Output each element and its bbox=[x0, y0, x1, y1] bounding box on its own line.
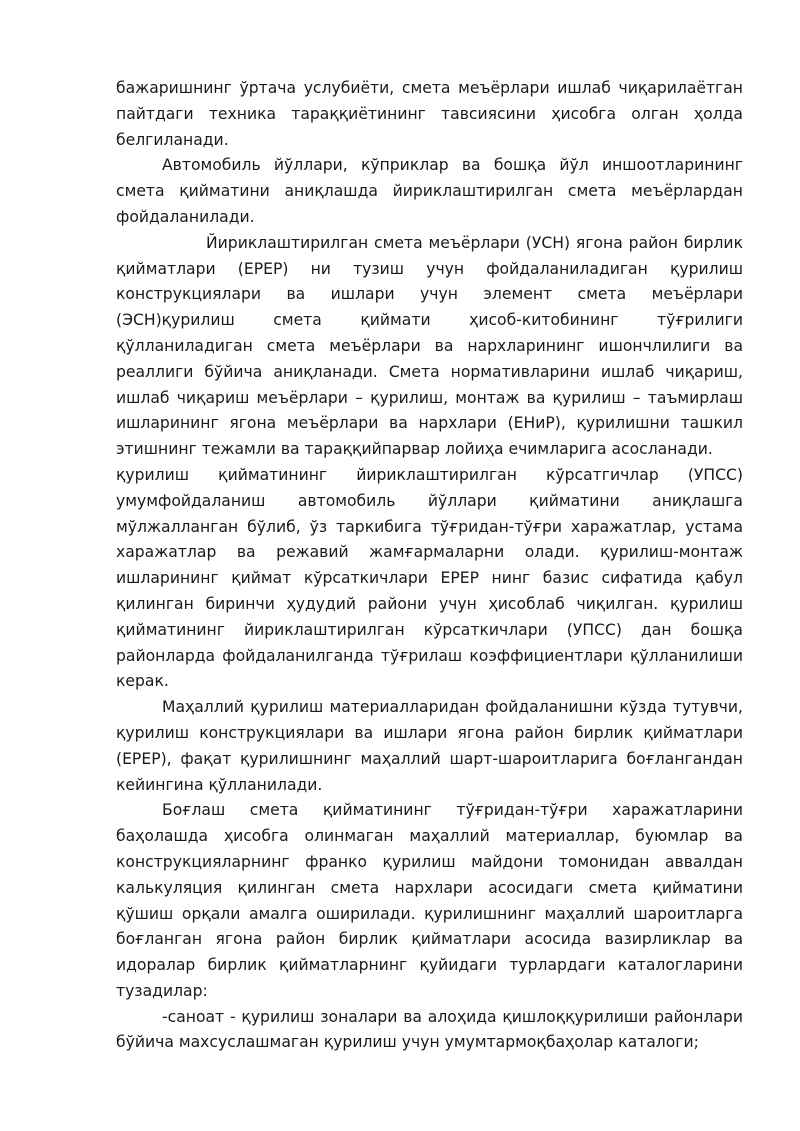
paragraph-1: бажаришнинг ўртача услубиёти, смета меъёрлари ишлаб чиқарилаётган пайтдаги техника тараққиётининг тавсиясини ҳисобга олган ҳолда белгиланади. bbox=[116, 79, 743, 149]
paragraph-2: Автомобиль йўллари, кўприклар ва бошқа йўл иншоотларининг смета қийматини аниқлашда йириклаштирилган смета меъёрлардан фойдаланилади. bbox=[116, 156, 743, 226]
paragraph-7: -саноат - қурилиш зоналари ва алоҳида қишлоққурилиши районлари бўйича махсуслашмаган қурилиш учун умумтармоқбаҳолар каталоги; bbox=[116, 1007, 743, 1052]
body-text bbox=[116, 76, 743, 1056]
paragraph-6: Боғлаш смета қийматининг тўғридан-тўғри харажатларини баҳолашда ҳисобга олинмаган маҳаллий материаллар, буюмлар ва конструкцияларнинг франко қурилиш майдони томонидан аввалдан калькуляция қилинган смета нархлари асосидаги смета қийматини қўшиш орқали амалга оширилади. қурилишнинг маҳаллий шароитларга боғланган ягона район бирлик қийматлари асосида вазирликлар ва идоралар бирлик қийматларнинг қуйидаги турлардаги каталогларини тузадилар: bbox=[116, 801, 743, 1000]
paragraph-3: Йириклаштирилган смета меъёрлари (УСН) ягона район бирлик қийматлари (ЕРЕР) ни тузиш учун фойдаланиладиган қурилиш конструкциялари ва ишлари учун элемент смета меъёрлари (ЭСН)қурилиш смета қиймати ҳисоб-китобининг тўғрилиги қўлланиладиган смета меъёрлари ва нархларининг ишончлилиги ва реаллиги бўйича аниқланади. Смета нормативларини ишлаб чиқариш, ишлаб чиқариш меъёрлари – қурилиш, монтаж ва қурилиш – таъмирлаш ишларининг ягона меъёрлари ва нархлари (ЕНиР), қурилишни ташкил этишнинг тежамли ва тараққийпарвар лойиҳа ечимларига асосланади. bbox=[116, 233, 743, 459]
paragraph-4: қурилиш қийматининг йириклаштирилган кўрсатгичлар (УПСС) умумфойдаланиш автомобиль йўллари қийматини аниқлашга мўлжалланган бўлиб, ўз таркибига тўғридан-тўғри харажатлар, устама харажатлар ва режавий жамғармаларни олади. қурилиш-монтаж ишларининг қиймат кўрсаткичлари ЕРЕР нинг базис сифатида қабул қилинган биринчи ҳудудий райони учун ҳисоблаб чиқилган. қурилиш қийматининг йириклаштирилган кўрсаткичлари (УПСС) дан бошқа районларда фойдаланилганда тўғрилаш коэффициентлари қўлланилиши керак. bbox=[116, 465, 743, 691]
paragraph-5: Маҳаллий қурилиш материалларидан фойдаланишни кўзда тутувчи, қурилиш конструкциялари ва ишлари ягона район бирлик қийматлари (ЕРЕР), фақат қурилишнинг маҳаллий шарт-шароитларига боғлангандан кейингина қўлланилади. bbox=[116, 698, 743, 794]
